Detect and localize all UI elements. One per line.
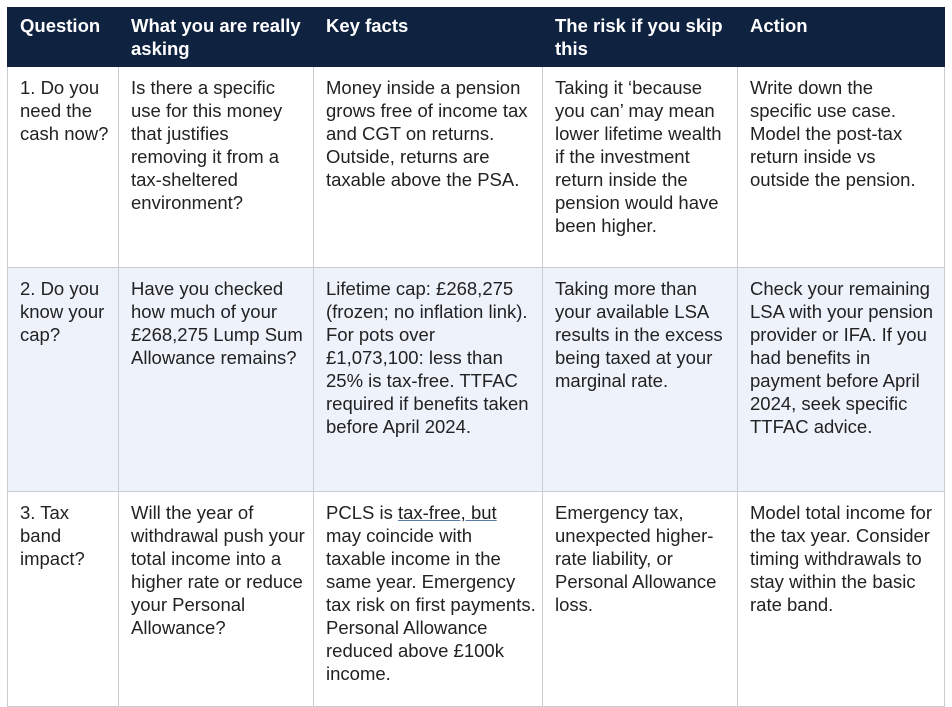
underlined-phrase: tax-free, but — [397, 502, 497, 523]
cell-asking: Will the year of withdrawal push your total income into a higher rate or reduce your Personal Allowance? — [119, 492, 314, 707]
key-facts-text-end: may coincide with taxable income in the same year. Emergency tax risk on first payments. Personal Allowance reduced above £100k income. — [326, 525, 536, 684]
cell-risk: Taking it ‘because you can’ may mean lower lifetime wealth if the investment return inside the pension would have been higher. — [543, 67, 738, 268]
header-question: Question — [8, 8, 119, 67]
pension-checklist-table — [7, 7, 945, 707]
table-header-row — [8, 8, 945, 67]
header-asking: What you are really asking — [119, 8, 314, 67]
cell-action: Model total income for the tax year. Consider timing withdrawals to stay within the basic rate band. — [738, 492, 945, 707]
cell-action: Check your remaining LSA with your pension provider or IFA. If you had benefits in payment before April 2024, seek specific TTFAC advice. — [738, 268, 945, 492]
cell-key-facts: Lifetime cap: £268,275 (frozen; no inflation link). For pots over £1,073,100: less than 25% is tax-free. TTFAC required if benefits taken before April 2024. — [314, 268, 543, 492]
cell-question: 3. Tax band impact? — [8, 492, 119, 707]
cell-risk: Taking more than your available LSA results in the excess being taxed at your marginal rate. — [543, 268, 738, 492]
key-facts-text-start: PCLS is — [326, 502, 398, 523]
header-risk: The risk if you skip this — [543, 8, 738, 67]
document-body — [7, 7, 944, 707]
table-row — [8, 67, 945, 268]
cell-action: Write down the specific use case. Model the post-tax return inside vs outside the pension. — [738, 67, 945, 268]
cell-key-facts: Money inside a pension grows free of income tax and CGT on returns. Outside, returns are taxable above the PSA. — [314, 67, 543, 268]
table-row — [8, 268, 945, 492]
cell-question: 2. Do you know your cap? — [8, 268, 119, 492]
cell-asking: Is there a specific use for this money that justifies removing it from a tax-sheltered environment? — [119, 67, 314, 268]
cell-risk: Emergency tax, unexpected higher-rate liability, or Personal Allowance loss. — [543, 492, 738, 707]
header-action: Action — [738, 8, 945, 67]
table-row — [8, 492, 945, 707]
cell-question: 1. Do you need the cash now? — [8, 67, 119, 268]
header-key-facts: Key facts — [314, 8, 543, 67]
cell-asking: Have you checked how much of your £268,275 Lump Sum Allowance remains? — [119, 268, 314, 492]
cell-key-facts — [314, 492, 543, 707]
